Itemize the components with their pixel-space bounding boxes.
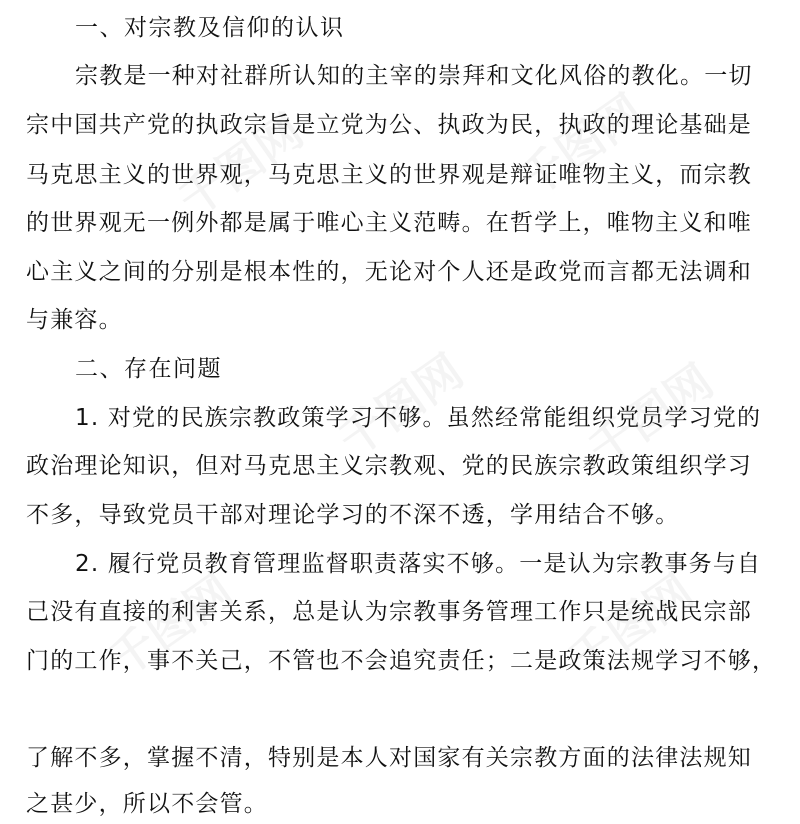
- watermark: 千图网: [508, 83, 653, 208]
- paragraph-line: 门的工作，事不关己，不管也不会追究责任；二是政策法规学习不够，: [26, 648, 777, 674]
- watermark: 千图网: [558, 563, 703, 688]
- section-heading-2: 二、存在问题: [75, 356, 222, 382]
- paragraph-line: 了解不多，掌握不清，特别是本人对国家有关宗教方面的法律法规知: [26, 745, 752, 771]
- paragraph-line: 的世界观无一例外都是属于唯心主义范畴。在哲学上，唯物主义和唯: [26, 210, 752, 236]
- paragraph-line: 政治理论知识，但对马克思主义宗教观、党的民族宗教政策组织学习: [26, 453, 752, 479]
- section-heading-1: 一、对宗教及信仰的认识: [75, 15, 345, 41]
- paragraph-line: 不多，导致党员干部对理论学习的不深不透，学用结合不够。: [26, 502, 680, 528]
- paragraph-line: 之甚少，所以不会管。: [26, 791, 268, 817]
- paragraph-line: 2. 履行党员教育管理监督职责落实不够。一是认为宗教事务与自: [75, 551, 762, 577]
- paragraph-line: 宗中国共产党的执政宗旨是立党为公、执政为民，执政的理论基础是: [26, 112, 752, 138]
- watermark: 千图网: [328, 343, 473, 468]
- watermark: 千图网: [578, 353, 723, 478]
- watermark: 千图网: [98, 563, 243, 688]
- paragraph-line: 己没有直接的利害关系，总是认为宗教事务管理工作只是统战民宗部: [26, 599, 752, 625]
- paragraph-line: 与兼容。: [26, 307, 123, 333]
- paragraph-line: 1. 对党的民族宗教政策学习不够。虽然经常能组织党员学习党的: [75, 405, 762, 431]
- watermark: 千图网: [168, 103, 313, 228]
- paragraph-line: 马克思主义的世界观，马克思主义的世界观是辩证唯物主义，而宗教: [26, 162, 752, 188]
- paragraph-line: 宗教是一种对社群所认知的主宰的崇拜和文化风俗的教化。一切: [75, 63, 753, 89]
- paragraph-line: 心主义之间的分别是根本性的，无论对个人还是政党而言都无法调和: [26, 259, 752, 285]
